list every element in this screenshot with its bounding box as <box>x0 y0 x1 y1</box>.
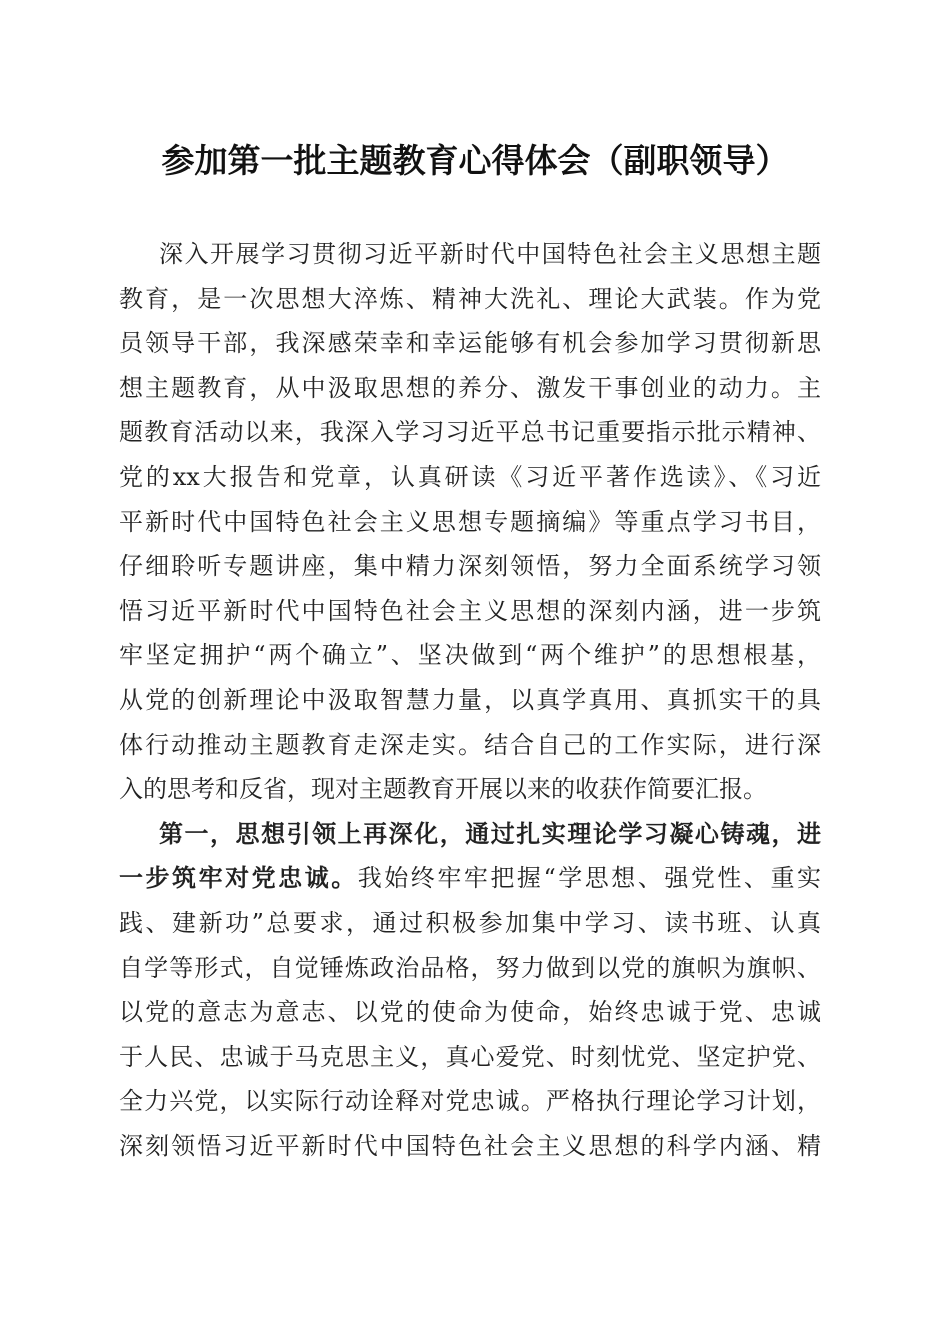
paragraph-line-rest: 我始终牢牢把握“学思想、强党性、重实 <box>357 864 821 893</box>
paragraph-line: 入的思考和反省，现对主题教育开展以来的收获作简要汇报。 <box>119 775 767 804</box>
section-heading-line: 第一，思想引领上再深化，通过扎实理论学习凝心铸魂，进 <box>159 818 821 848</box>
paragraph-line: 体行动推动主题教育走深走实。结合自己的工作实际，进行深 <box>119 730 821 759</box>
paragraph-line: 深入开展学习贯彻习近平新时代中国特色社会主义思想主题 <box>159 240 821 268</box>
document-title: 参加第一批主题教育心得体会（副职领导） <box>161 141 789 180</box>
paragraph-line: 践、建新功”总要求，通过积极参加集中学习、读书班、认真 <box>119 908 821 937</box>
paragraph-line: 悟习近平新时代中国特色社会主义思想的深刻内涵，进一步筑 <box>119 596 821 625</box>
paragraph-line <box>119 856 821 901</box>
paragraph-line: 员领导干部，我深感荣幸和幸运能够有机会参加学习贯彻新思 <box>119 329 821 358</box>
paragraph-line: 全力兴党，以实际行动诠释对党忠诚。严格执行理论学习计划， <box>119 1087 821 1116</box>
paragraph-line: 以党的意志为意志、以党的使命为使命，始终忠诚于党、忠诚 <box>119 998 821 1027</box>
paragraph-line: 题教育活动以来，我深入学习习近平总书记重要指示批示精神、 <box>119 418 821 447</box>
paragraph-line: 想主题教育，从中汲取思想的养分、激发干事创业的动力。主 <box>119 373 821 402</box>
paragraph-line: 平新时代中国特色社会主义思想专题摘编》等重点学习书目， <box>119 507 821 536</box>
paragraph-line: 牢坚定拥护“两个确立”、坚决做到“两个维护”的思想根基， <box>119 641 821 670</box>
paragraph-line: 教育，是一次思想大淬炼、精神大洗礼、理论大武装。作为党 <box>119 284 821 313</box>
paragraph-line: 仔细聆听专题讲座，集中精力深刻领悟，努力全面系统学习领 <box>119 552 821 581</box>
paragraph-line: 自学等形式，自觉锤炼政治品格，努力做到以党的旗帜为旗帜、 <box>119 953 821 982</box>
paragraph-line: 深刻领悟习近平新时代中国特色社会主义思想的科学内涵、精 <box>119 1131 821 1160</box>
paragraph-line: 党的xx大报告和党章，认真研读《习近平著作选读》、《习近 <box>119 462 821 491</box>
document-body <box>119 232 821 1168</box>
paragraph-line: 于人民、忠诚于马克思主义，真心爱党、时刻忧党、坚定护党、 <box>119 1042 821 1071</box>
section-heading-end: 一步筑牢对党忠诚。 <box>119 863 358 893</box>
paragraph-line: 从党的创新理论中汲取智慧力量，以真学真用、真抓实干的具 <box>119 685 821 714</box>
